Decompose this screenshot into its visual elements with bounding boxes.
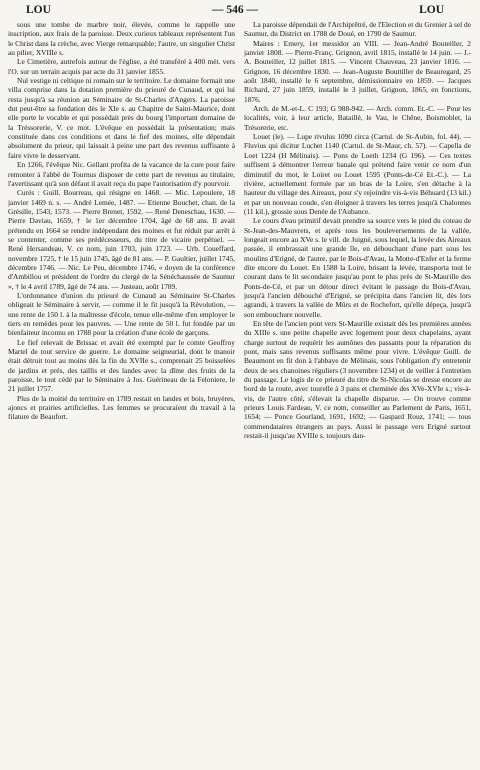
page-number: — 546 — — [212, 4, 258, 16]
page-header — [8, 4, 472, 20]
paragraph: En tête de l'ancien pont vers St-Maurille existait dès les premières années du XIIIe s. une petite chapelle avec logement pour deux chapelains, ayant charge surtout de requérir les aumônes des passants pour la réparation du pont, mais sans revenus suffisants même pour vivre. L'évêque Guill. de Beaumont en fit don à l'abbaye de Mélinais, sous l'obligation d'y entretenir deux de ses chanoines réguliers (3 novembre 1234) et de veiller à l'entretien du passage. Le logis de ce prieuré du titre de St-Nicolas se dresse encore au bord de la route, avec tourelle à 3 pans et cheminée des XVe-XVIe s.; vis-à-vis, de l'autre côté, s'élevait la chapelle disparue. — On trouve comme prieurs Louis Fardeau, V. ce nom, conseiller au Parlement de Paris, 1651, 1654; — Ponce Gourland, 1691, 1692; — Gaspard Rouz, 1741; — tous commendataires étrangers au pays. Aussi le passage vers Erigné surtout restait-il jusqu'au XVIIIe s. toujours dan- — [244, 319, 471, 441]
paragraph: Le cours d'eau primitif devait prendre sa source vers le pied du coteau de St-Jean-des-Mauvrets, et après tous les bouleversements de la vallée, longeait encore au XVe s. le vill. de Juigné, sous lequel, la levée des Aireaux passée, il embrassait une grande île, en débouchant d'une part sous les moulins d'Erigné, de l'autre, par le Bois-d'Avau, la Motte-d'Enfer et la ferme dite encore du Louet. En 1588 la Loire, brisant la levée, transporta tout le courant dans le lit secondaire jusqu'au pont le plus près de St-Maurille des Ponts-de-Cé, et par un détour direct évitant le passage du Bois-d'Avau, jusqu'à l'ancien débouché d'Erigné, se précipita dans l'ancien lit, dès lors agrandi, à travers la vallée de Mûrs et de Rochefort, qu'elle dépeça, jusqu'à son embouchure nouvelle. — [244, 216, 471, 319]
paragraph: En 1266, l'évêque Nic. Gellant profita de la vacance de la cure pour faire remonter à l'abbé de Tournus disposer de cette part de revenus au titulaire, l'avertissant qu'à son défaut il avait reçu du pape l'autorisation d'y pourvoir. — [8, 160, 235, 188]
right-column — [244, 20, 471, 768]
paragraph: Plus de la moitié du territoire en 1789 restait en landes et bois, bruyères, ajoncs et prairies artificielles. Les femmes se procuraient du travail à la filature de Beaufort. — [8, 393, 235, 422]
source-note: Arch. de M.-et-L. C 193; G 988-942. — Arch. comm. Et.-C. — Pour les localités, voir, à leur article, Bataillé, le Vau, le Chêne, Boismoblet, la Trésorerie, etc. — [244, 104, 471, 132]
header-right-headword: LOU — [419, 4, 444, 16]
left-column — [8, 20, 235, 768]
paragraph: sous une tombe de marbre noir, élevée, comme le rappelle une inscription, aux frais de la paroisse. Deux curieux tableaux représentent l'un le Christ dans la crèche, avec Vierge remarquable; l'autre, un singulier Christ au pilier, XVIIIe s. — [8, 20, 235, 58]
header-left-headword: LOU — [26, 4, 51, 16]
entry-louet: Louet (le). — Lupe rivulus 1090 circa (Cartul. de St-Aubin, fol. 44). — Fluvius qui dicitur Luchet 1140 (Cartul. de St-Maur, ch. 57). — Capella de Loet 1224 (H Mélinais). — Pons de Loeth 1234 (G 196). — Ces textes suffisent à démontrer l'erreur banale qui prétend faire venir ce nom d'un diminutif du mot, le Loiret ou Louet 1595 (Ponts-de-Cé Et.-C.). — La rivière, actuellement formée par un bras de la Loire, s'en détache à la hauteur du village des Aireaux, pour s'y rejoindre vis-à-vis Béhuard (13 kil.) et par un nouveau coude, s'en éloigner à travers les terres jusqu'à Chalonnes (11 kil.), grossie sous Denée de l'Aubance. — [244, 132, 471, 216]
paragraph: Curés : Guill. Bourreau, qui résigne en 1468. — Mic. Lepoulere, 18 janvier 1469 n. s. — André Lemée, 1487. — Etienne Bouchet, chan. de la Grésille, 1543, 1573. — Pierre Brenet, 1592. — René Deneschau, 1630. — Pierre Daviau, 1659, † le 1er décembre 1704, âgé de 68 ans. Il avait prétendu en 1664 se rendre indépendant des moines et fut réduit par arrêt à se contenter, comme ses prédécesseurs, du titre de vicaire perpétuel. — René Hersandeau, V. ce nom, juin 1703, juin 1723. — Urb. Coueffard, novembre 1725, † le 15 juin 1745, âgé de 81 ans. — P. Gaultier, juillet 1745, décembre 1746. — Nic. Le Peu, décembre 1746, « doyen de la conférence d'Ambillou et président de l'ordre du clergé de la Sénéchaussée de Saumur », † le 4 avril 1789, âgé de 74 ans. — Justeau, août 1789. — [8, 188, 235, 291]
paragraph: Le Cimetière, autrefois autour de l'église, a été transféré à 400 mèt. vers l'O. sur un terrain acquis par acte du 31 janvier 1855. — [8, 57, 235, 76]
paragraph: Nul vestige ni celtique ni romain sur le territoire. Le domaine formait une villa comprise dans la dotation première du prieuré de Cunaud, et qui lui resta jusqu'à sa réunion au Séminaire de St-Charles d'Angers. La paroisse dut peut-être sa fondation dès le XIe s. au Chapitre de Saint-Maurice, dont elle porte le vocable et qui possédait près du bourg l'important domaine de la Tréssorerie, V. ce mot. L'évêque en possédait la présentation; mais constituée dans ces conditions et dans le fief des moines, elle dépendait absolument du prieur, qui laissait à peine une part des revenus suffisante à faire vivre le desservant. — [8, 76, 235, 160]
paragraph: L'ordonnance d'union du prieuré de Cunaud au Séminaire St-Charles obligeait le Séminaire à servir, — comme il le fit jusqu'à la Révolution, — une rente de 150 l. à la maîtresse d'école, tenue elle-même d'en employer le tiers en remèdes pour les pauvres. — Une rente de 50 l. fut fondée par un bienfaiteur inconnu en 1788 pour la création d'une école de garçons. — [8, 290, 235, 338]
paragraph: Le fief relevait de Brissac et avait été exempté par le comte Geoffroy Martel de tout service de guerre. Le domaine seigneurial, dont le manoir était détruit tout au moins dès la fin du XVIIe s., comprenait 25 boisselées de jardins et prés, des taillis et des landes avec la dîme des fruits de la paroisse, le tout cédé par le Séminaire à Jos. Guérineau de la Feloniere, le 21 juillet 1757. — [8, 337, 235, 394]
text-columns — [8, 20, 472, 768]
paragraph: La paroisse dépendait de l'Archiprêtré, de l'Election et du Grenier à sel de Saumur, du District en 1788 de Doué, en 1790 de Saumur. — [244, 20, 471, 39]
paragraph: Maires : Emery, 1er messidor an VIII. — Jean-André Bouteiller, 2 janvier 1808. — Pierre-Franç. Grignon, avril 1815, installé le 14 juin. — J.-A. Bouteiller, 12 juillet 1815. — Vincent Chauveau, 23 janvier 1816. — Grignon, 16 décembre 1830. — Jean-Auguste Bouttiller de Beauregard, 25 août 1840, installé le 6 septembre, démissionnaire en 1859. — Jacques Richard, 27 juin 1859, installé le 3 juillet, Grignon, 1865, en fonctions, 1876. — [244, 38, 471, 104]
